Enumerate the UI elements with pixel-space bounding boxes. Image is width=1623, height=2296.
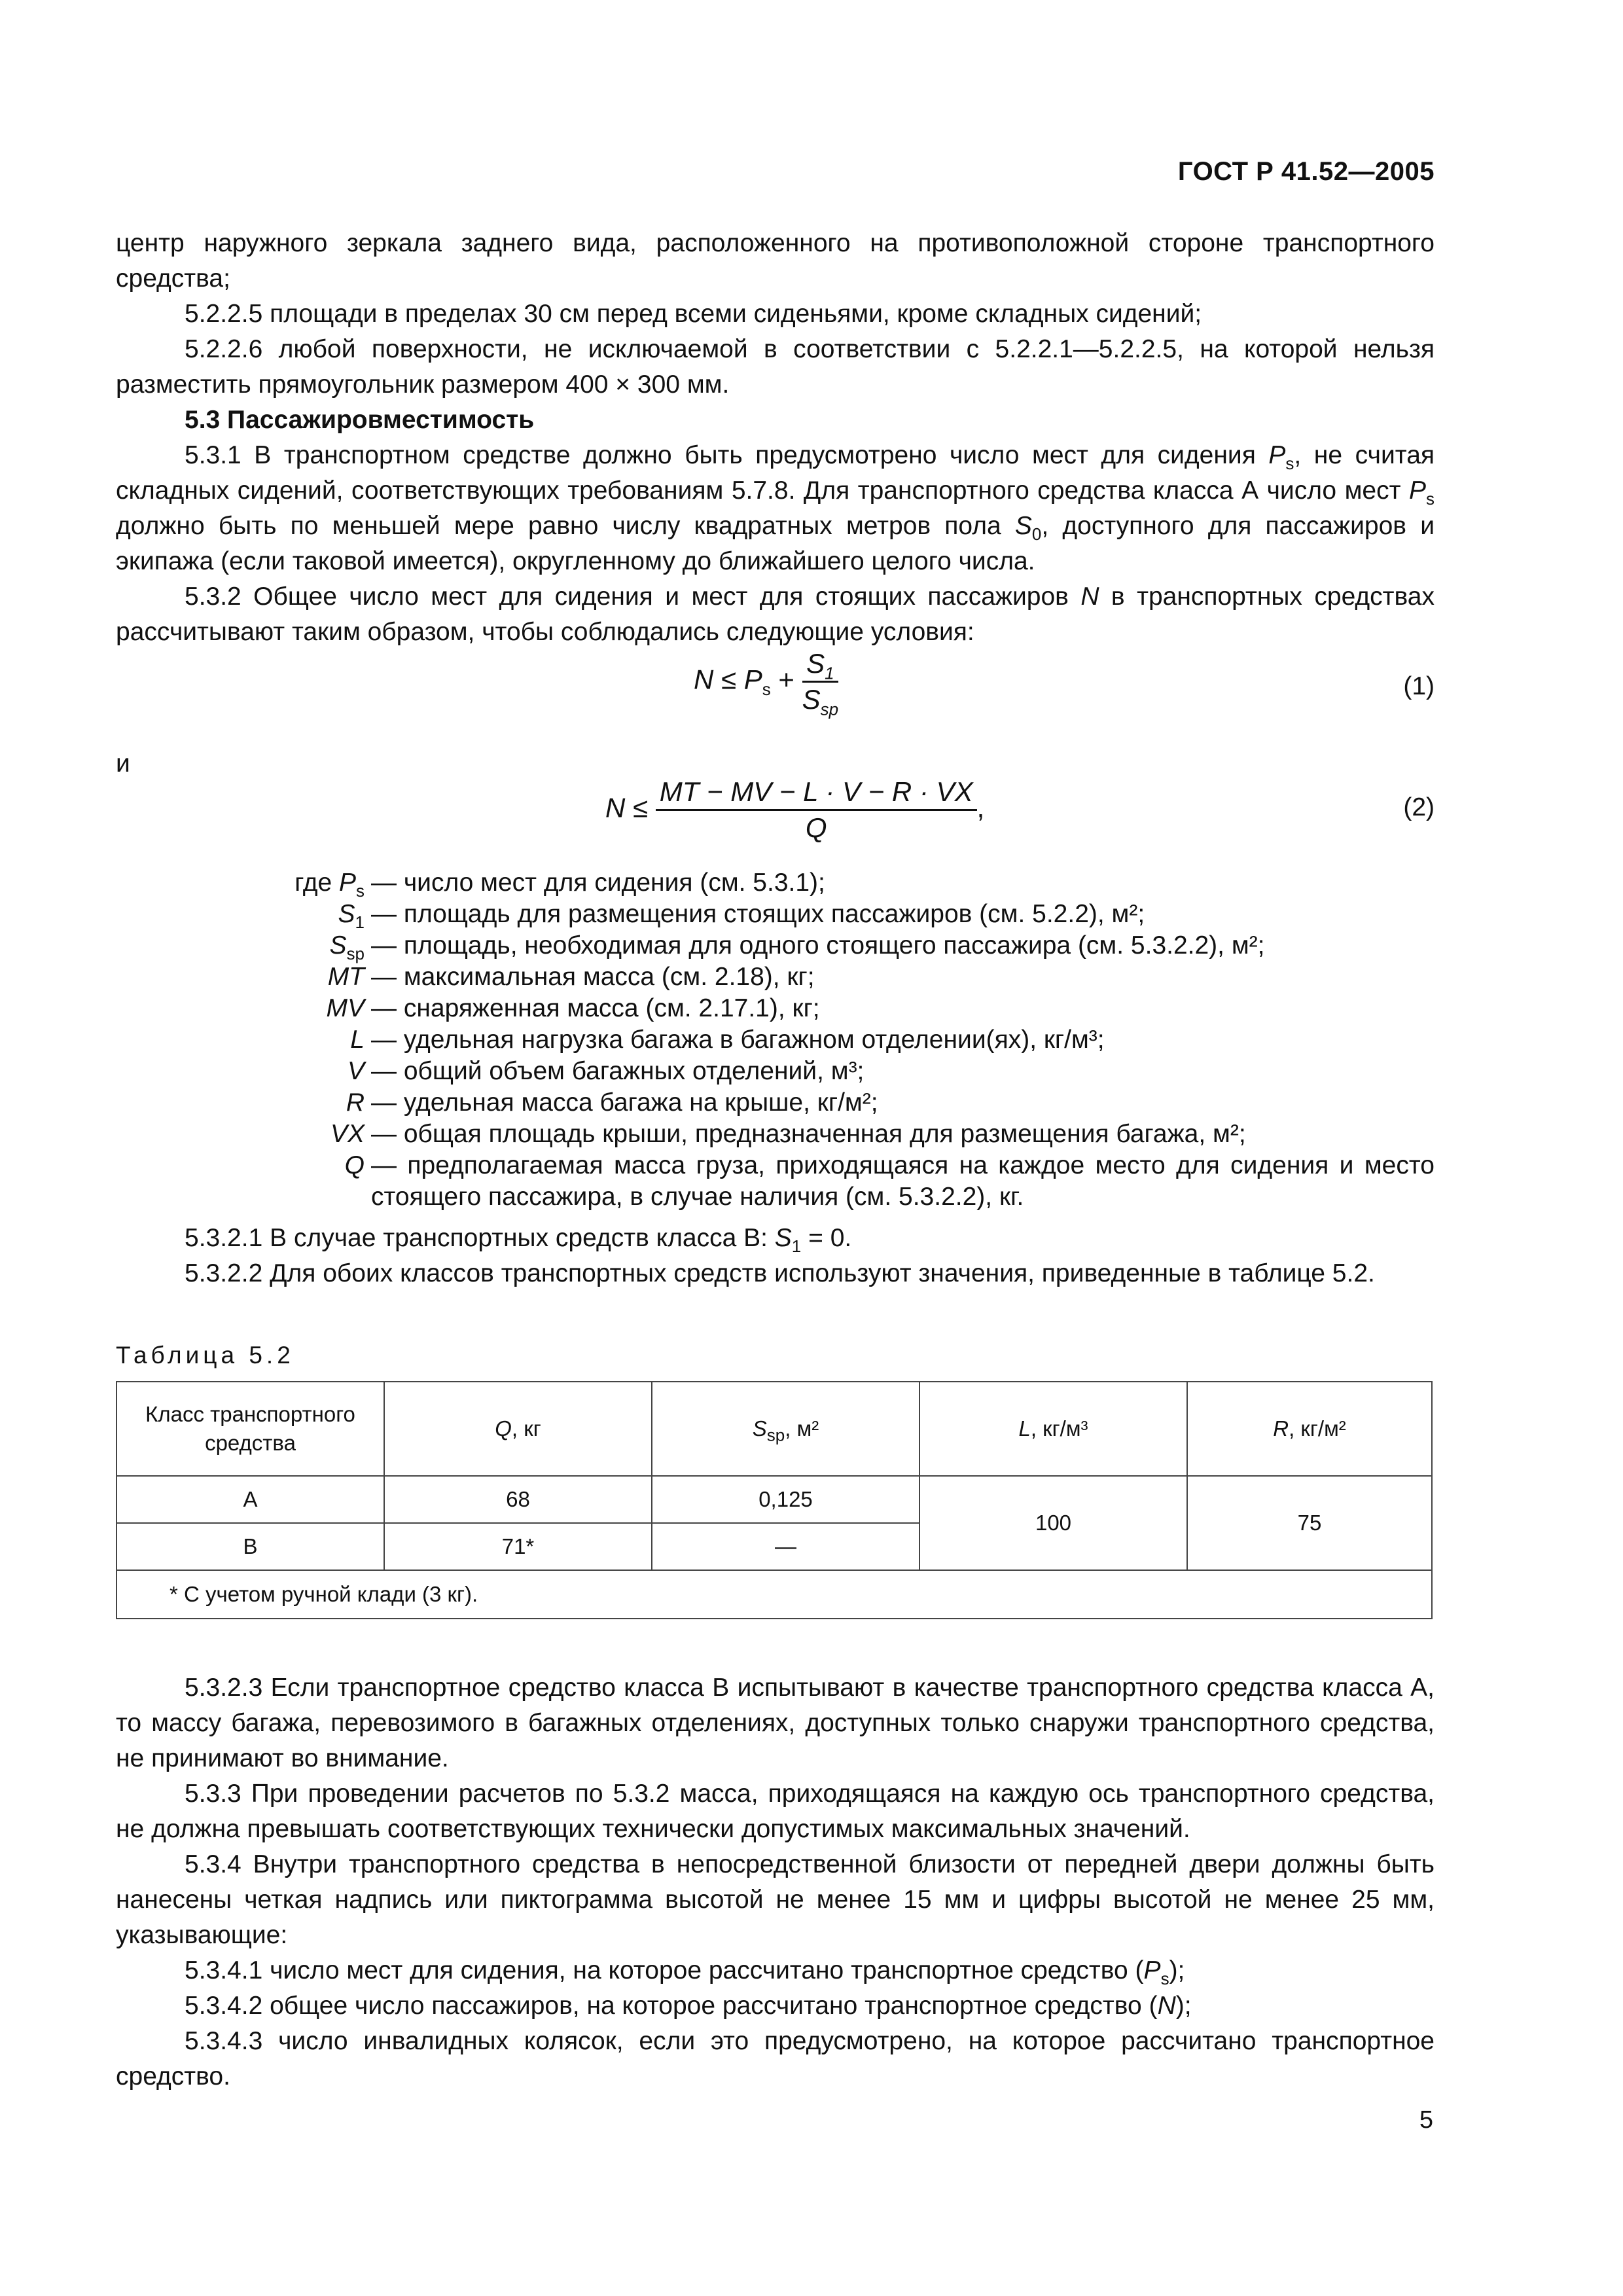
legend-description: — максимальная масса (см. 2.18), кг;	[371, 963, 815, 991]
document-code: ГОСТ Р 41.52—2005	[1177, 157, 1435, 186]
formula-legend	[116, 867, 1435, 1213]
table-row	[116, 1476, 1432, 1523]
table-footnote: * С учетом ручной клади (3 кг).	[116, 1570, 1432, 1619]
text-block-table-intro	[116, 1221, 1435, 1291]
legend-description: — снаряженная масса (см. 2.17.1), кг;	[371, 994, 820, 1022]
paragraph-5-3-2-1: 5.3.2.1 В случае транспортных средств класса В: $S_1 = 0$.	[185, 1224, 852, 1256]
legend-description: — удельная нагрузка багажа в багажном отделении(ях), кг/м³;	[371, 1026, 1105, 1054]
paragraph-5-3-3: 5.3.3 При проведении расчетов по 5.3.2 масса, приходящаяся на каждую ось транспортного средства, не должна превышать соответствующих технически допустимых максимальных значений.	[116, 1780, 1435, 1843]
legend-item	[116, 993, 1435, 1024]
paragraph-5-2-2-6: 5.2.2.6 любой поверхности, не исключаемой в соответствии с 5.2.2.1—5.2.2.5, на которой нельзя разместить прямоугольник размером 400 × 300 мм.	[116, 335, 1435, 399]
legend-item	[116, 961, 1435, 993]
conjunction: и	[116, 749, 130, 778]
text-block-bottom	[116, 1670, 1435, 2094]
cell-q: 71*	[384, 1523, 652, 1570]
paragraph-5-3-1: 5.3.1 В транспортном средстве должно быть предусмотрено число мест для сидения $P_s$, не считая складных сидений, соответствующих требованиям 5.7.8. Для транспортного средства класса А число мест $P_s$ должно быть по меньшей мере равно числу квадратных метров пола $S_0$, доступного для пассажиров и экипажа (если таковой имеется), округленному до ближайшего целого числа.	[116, 441, 1435, 575]
cell-ssp: —	[652, 1523, 919, 1570]
legend-item	[116, 899, 1435, 930]
paragraph-5-3-4: 5.3.4 Внутри транспортного средства в непосредственной близости от передней двери должны быть нанесены четкая надпись или пиктограмма высотой не менее 15 мм и цифры высотой не менее 25 мм, указывающие:	[116, 1850, 1435, 1949]
legend-item	[116, 1150, 1435, 1213]
legend-item	[116, 867, 1435, 899]
legend-item	[116, 1056, 1435, 1087]
legend-symbol: MV	[326, 994, 365, 1022]
legend-symbol: V	[347, 1057, 365, 1085]
legend-description: — число мест для сидения (см. 5.3.1);	[371, 869, 825, 897]
legend-description: — площадь для размещения стоящих пассажиров (см. 5.2.2), м²;	[371, 900, 1145, 928]
table-header-row	[116, 1382, 1432, 1476]
legend-item	[116, 1087, 1435, 1119]
legend-description: — общий объем багажных отделений, м³;	[371, 1057, 865, 1085]
header-q: Q, кг	[384, 1382, 652, 1476]
paragraph-continuation: центр наружного зеркала заднего вида, расположенного на противоположной стороне транспортного средства;	[116, 229, 1435, 293]
legend-symbol: L	[350, 1026, 365, 1054]
paragraph-5-3-2-2: 5.3.2.2 Для обоих классов транспортных средств используют значения, приведенные в таблице 5.2.	[185, 1259, 1375, 1287]
table-note-row	[116, 1570, 1432, 1619]
header-l: L, кг/м³	[919, 1382, 1187, 1476]
legend-symbol: R	[346, 1088, 365, 1117]
page-number: 5	[1419, 2106, 1433, 2134]
header-class: Класс транспортного средства	[116, 1382, 384, 1476]
legend-description: — площадь, необходимая для одного стоящего пассажира (см. 5.3.2.2), м²;	[371, 931, 1265, 960]
legend-symbol: Q	[344, 1151, 365, 1179]
header-r: R, кг/м²	[1187, 1382, 1432, 1476]
paragraph-5-2-2-5: 5.2.2.5 площади в пределах 30 см перед всеми сиденьями, кроме складных сидений;	[185, 300, 1202, 328]
paragraph-5-3-4-2: 5.3.4.2 общее число пассажиров, на которое рассчитано транспортное средство (N);	[185, 1992, 1192, 2020]
legend-item	[116, 1024, 1435, 1056]
formula-1: $N \le P_s$ + $\frac{S_1}{S_{sp}}$	[694, 648, 839, 719]
formula-1-fraction: $\frac{S_1}{S_{sp}}$	[802, 648, 839, 719]
equation-number-2: (2)	[1403, 793, 1435, 821]
formula-2: N ≤ $\frac{MT - MV - L \cdot V - R \cdot VX}{Q}$ ,	[605, 776, 985, 843]
legend-description: — общая площадь крыши, предназначенная для размещения багажа, м²;	[371, 1120, 1246, 1148]
cell-l: 100	[919, 1476, 1187, 1570]
legend-description: — удельная масса багажа на крыше, кг/м²;	[371, 1088, 878, 1117]
legend-symbol: MT	[327, 963, 365, 991]
table-5-2	[116, 1381, 1433, 1619]
header-ssp: $S_{sp}$, м²	[652, 1382, 919, 1476]
legend-symbol: $S_1$	[338, 900, 365, 932]
legend-item	[116, 930, 1435, 961]
legend-symbol: VX	[330, 1120, 365, 1148]
paragraph-5-3-4-1: 5.3.4.1 число мест для сидения, на которое рассчитано транспортное средство $(P_s)$;	[185, 1956, 1185, 1988]
text-block-top	[116, 226, 1435, 650]
paragraph-5-3-4-3: 5.3.4.3 число инвалидных колясок, если это предусмотрено, на которое рассчитано транспортное средство.	[116, 2027, 1435, 2090]
legend-symbol: $S_{sp}$	[329, 931, 365, 963]
formula-2-fraction: $\frac{MT - MV - L \cdot V - R \cdot VX}{Q}$	[656, 776, 977, 844]
table-caption: Таблица 5.2	[116, 1342, 294, 1369]
paragraph-5-3-2-3: 5.3.2.3 Если транспортное средство класса В испытывают в качестве транспортного средства класса А, то массу багажа, перевозимого в багажных отделениях, доступных только снаружи транспортного средства, не принимают во внимание.	[116, 1674, 1435, 1772]
paragraph-5-3-2: 5.3.2 Общее число мест для сидения и мест для стоящих пассажиров N в транспортных средствах рассчитывают таким образом, чтобы соблюдались следующие условия:	[116, 583, 1435, 646]
cell-class: А	[116, 1476, 384, 1523]
cell-r: 75	[1187, 1476, 1432, 1570]
section-heading-5-3: 5.3 Пассажировместимость	[185, 406, 535, 434]
legend-description: — предполагаемая масса груза, приходящаяся на каждое место для сидения и место стоящего пассажира, в случае наличия (см. 5.3.2.2), кг.	[371, 1151, 1435, 1211]
cell-ssp: 0,125	[652, 1476, 919, 1523]
cell-class: В	[116, 1523, 384, 1570]
legend-symbol: где $P_s$	[294, 869, 365, 901]
legend-item	[116, 1119, 1435, 1150]
cell-q: 68	[384, 1476, 652, 1523]
equation-number-1: (1)	[1403, 672, 1435, 700]
